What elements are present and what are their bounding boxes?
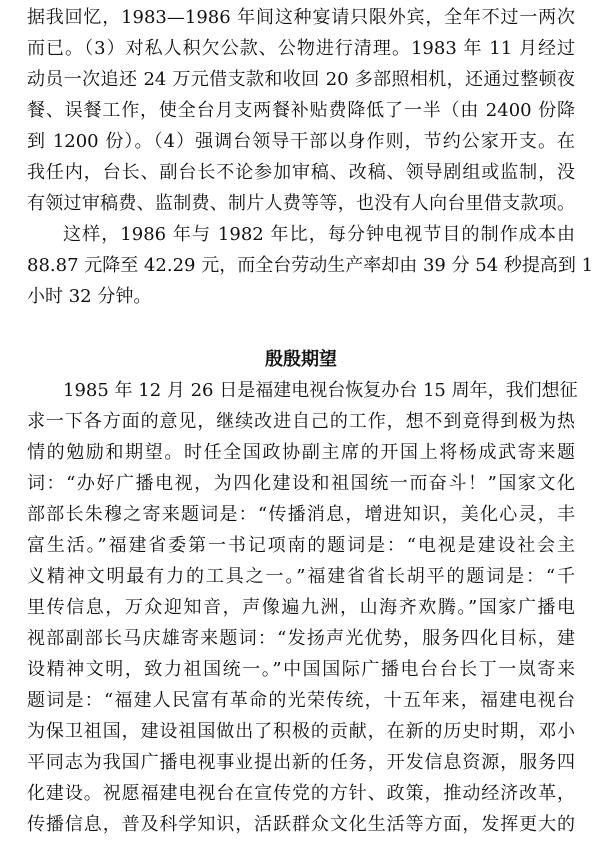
text-line: 为保卫祖国，建设祖国做出了积极的贡献，在新的历史时期，邓小 [27, 721, 575, 742]
paragraph-3 [27, 375, 578, 840]
paragraph-2 [27, 219, 594, 312]
text-line: 词：“办好广播电视，为四化建设和祖国统一而奋斗！”国家文化 [27, 473, 575, 494]
text-line: 视部副部长马庆雄寄来题词：“发扬声光优势，服务四化目标，建 [27, 628, 575, 649]
text-line: 求一下各方面的意见，继续改进自己的工作，想不到竟得到极为热 [27, 411, 575, 432]
text-line: 设精神文明，致力祖国统一。”中国国际广播电台台长丁一岚寄来 [27, 659, 575, 680]
text-line: 这样，1986 年与 1982 年比，每分钟电视节目的制作成本由 [63, 224, 575, 245]
text-line: 情的勉励和期望。时任全国政协副主席的开国上将杨成武寄来题 [27, 442, 575, 463]
text-line: 化建设。祝愿福建电视台在宣传党的方针、政策，推动经济改革， [27, 783, 575, 804]
text-line: 小时 32 分钟。 [27, 286, 152, 307]
text-line: 餐、误餐工作，使全台月支两餐补贴费降低了一半（由 2400 份降 [27, 100, 575, 121]
text-line: 平同志为我国广播电视事业提出新的任务，开发信息资源，服务四 [27, 752, 575, 773]
text-line: 88.87 元降至 42.29 元，而全台劳动生产率却由 39 分 54 秒提高到 1 [27, 255, 594, 276]
text-line: 传播信息，普及科学知识，活跃群众文化生活等方面，发挥更大的 [27, 814, 575, 835]
section-heading: 殷殷期望 [265, 349, 337, 370]
text-line: 部部长朱穆之寄来题词是：“传播消息，增进知识，美化心灵，丰 [27, 504, 575, 525]
text-line: 据我回忆，1983—1986 年间这种宴请只限外宾，全年不过一两次 [27, 7, 575, 28]
section-gap [27, 312, 575, 344]
paragraph-1 [27, 2, 575, 219]
text-line: 到 1200 份）。（4）强调台领导干部以身作则，节约公家开支。在 [27, 131, 575, 152]
text-line: 题词是：“福建人民富有革命的光荣传统，十五年来，福建电视台 [27, 690, 575, 711]
text-line: 而已。（3）对私人积欠公款、公物进行清理。1983 年 11 月经过 [27, 38, 575, 59]
text-line: 义精神文明最有力的工具之一。”福建省省长胡平的题词是：“千 [27, 566, 575, 587]
text-line: 动员一次追还 24 万元借支款和收回 20 多部照相机，还通过整顿夜 [27, 69, 575, 90]
text-line: 有领过审稿费、监制费、制片人费等等，也没有人向台里借支款项。 [27, 193, 575, 214]
text-line: 里传信息，万众迎知音，声像遍九洲，山海齐欢腾。”国家广播电 [27, 597, 575, 618]
text-line: 1985 年 12 月 26 日是福建电视台恢复办台 15 周年，我们想征 [63, 380, 578, 401]
document-page [27, 2, 594, 840]
text-line: 富生活。”福建省委第一书记项南的题词是：“电视是建设社会主 [27, 535, 575, 556]
text-line: 我任内，台长、副台长不论参加审稿、改稿、领导剧组或监制，没 [27, 162, 575, 183]
